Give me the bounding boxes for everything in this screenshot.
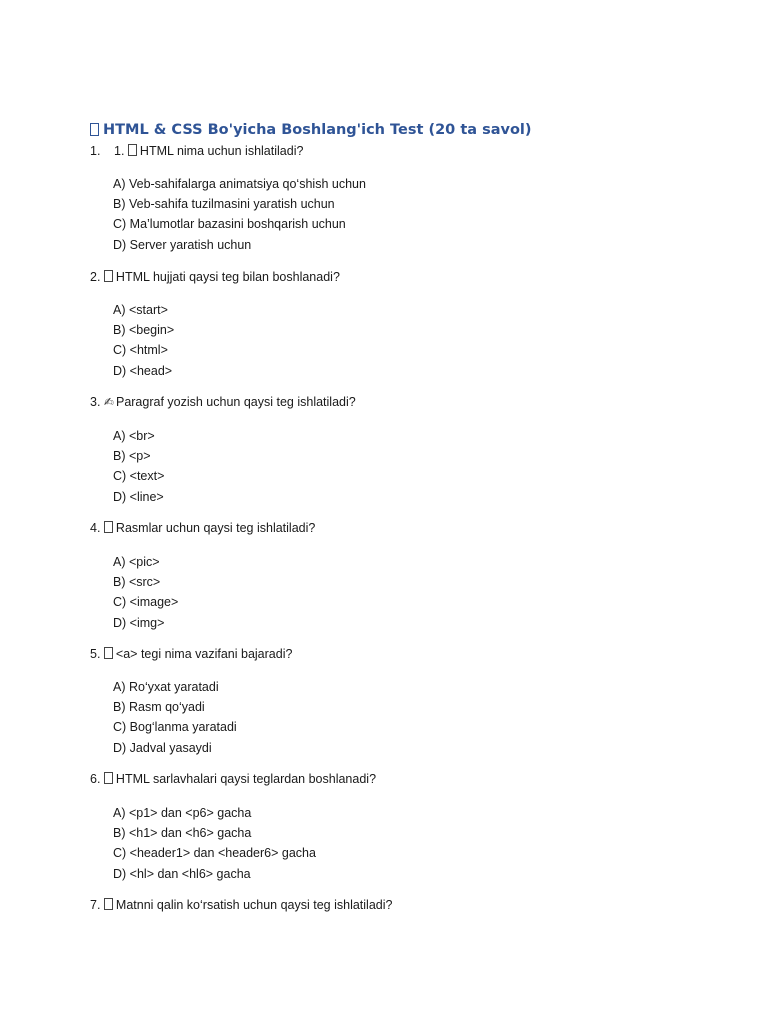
option-a: A) <br> xyxy=(113,429,155,443)
option-a: A) Ro‘yxat yaratadi xyxy=(113,680,219,694)
question-1 xyxy=(90,144,303,158)
option-d: D) <line> xyxy=(113,489,164,504)
writing-hand-icon: ✍ xyxy=(103,395,114,409)
question-text: HTML nima uchun ishlatiladi? xyxy=(139,144,304,158)
question-number: 6. xyxy=(90,772,101,786)
question-3 xyxy=(90,395,356,409)
question-number: 7. xyxy=(90,898,101,912)
question-4 xyxy=(90,521,315,535)
option-a: A) Veb-sahifalarga animatsiya qo‘shish uchun xyxy=(113,177,366,191)
question-number: 3. xyxy=(90,395,101,409)
question-2-options xyxy=(113,300,174,381)
question-4-options xyxy=(113,552,178,633)
question-prefix: 1. xyxy=(114,144,125,158)
option-c: C) <html> xyxy=(113,343,168,358)
option-b: B) <begin> xyxy=(113,323,175,338)
question-text: Rasmlar uchun qaysi teg ishlatiladi? xyxy=(115,521,316,535)
option-d: D) <hl> dan <hl6> gacha xyxy=(113,866,251,881)
option-b: B) <h1> dan <h6> gacha xyxy=(113,826,252,841)
question-text: <a> tegi nima vazifani bajaradi? xyxy=(115,647,293,661)
option-a: A) <pic> xyxy=(113,555,160,569)
option-c: C) <image> xyxy=(113,595,179,610)
question-text: Paragraf yozish uchun qaysi teg ishlatiladi? xyxy=(115,395,356,409)
question-5-options xyxy=(113,677,237,758)
document-title-text: HTML & CSS Bo'yicha Boshlang'ich Test (20 ta savol) xyxy=(103,122,532,138)
document-title xyxy=(90,122,532,138)
option-b: B) <src> xyxy=(113,575,161,590)
emoji-placeholder-icon xyxy=(104,772,113,784)
question-1-options xyxy=(113,174,366,255)
emoji-placeholder-icon xyxy=(104,647,113,659)
question-number: 1. xyxy=(90,144,101,158)
option-b: B) Veb-sahifa tuzilmasini yaratish uchun xyxy=(113,197,335,212)
option-d: D) Server yaratish uchun xyxy=(113,237,252,252)
question-7 xyxy=(90,898,392,912)
option-c: C) Bog‘lanma yaratadi xyxy=(113,720,237,735)
question-5 xyxy=(90,647,292,661)
emoji-placeholder-icon xyxy=(104,898,113,910)
option-a: A) <p1> dan <p6> gacha xyxy=(113,806,252,820)
option-d: D) <head> xyxy=(113,363,173,378)
question-6-options xyxy=(113,803,316,884)
question-2 xyxy=(90,270,340,284)
question-text: HTML sarlavhalari qaysi teglardan boshlanadi? xyxy=(115,772,377,786)
question-number: 4. xyxy=(90,521,101,535)
option-a: A) <start> xyxy=(113,303,168,317)
question-number: 2. xyxy=(90,270,101,284)
emoji-placeholder-icon xyxy=(128,144,137,156)
emoji-placeholder-icon xyxy=(104,270,113,282)
option-d: D) Jadval yasaydi xyxy=(113,740,212,755)
option-c: C) <text> xyxy=(113,469,165,484)
option-b: B) Rasm qo‘yadi xyxy=(113,700,205,715)
option-c: C) <header1> dan <header6> gacha xyxy=(113,846,316,861)
question-3-options xyxy=(113,426,164,507)
emoji-placeholder-icon xyxy=(90,123,99,136)
option-c: C) Ma’lumotlar bazasini boshqarish uchun xyxy=(113,217,346,232)
question-text: Matnni qalin ko‘rsatish uchun qaysi teg ishlatiladi? xyxy=(115,898,393,912)
option-b: B) <p> xyxy=(113,449,151,464)
option-d: D) <img> xyxy=(113,615,165,630)
question-6 xyxy=(90,772,376,786)
question-text: HTML hujjati qaysi teg bilan boshlanadi? xyxy=(115,270,340,284)
emoji-placeholder-icon xyxy=(104,521,113,533)
question-number: 5. xyxy=(90,647,101,661)
